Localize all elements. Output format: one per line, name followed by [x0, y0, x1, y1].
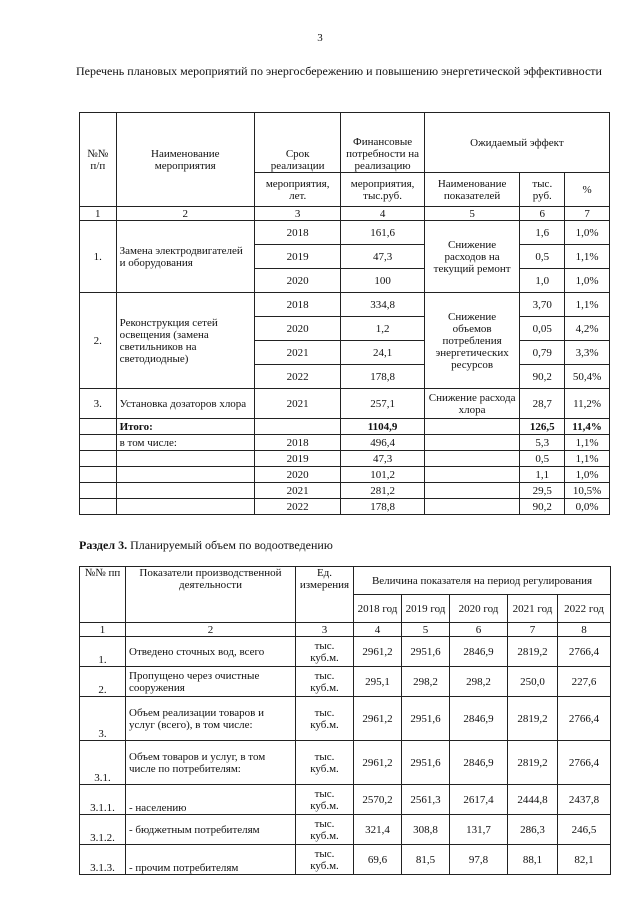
percent-cell: 0,0%: [565, 499, 610, 515]
row-value: 131,7: [450, 815, 508, 845]
finance-cell: 281,2: [341, 483, 424, 499]
row-value: 2846,9: [450, 741, 508, 785]
col-number: 5: [424, 207, 520, 221]
year-cell: 2020: [254, 317, 340, 341]
row-value: 295,1: [354, 667, 402, 697]
row-unit: тыс. куб.м.: [296, 667, 354, 697]
row-num: 2.: [80, 667, 126, 697]
thousand-cell: 5,3: [520, 435, 565, 451]
row-name: Объем реализации товаров и услуг (всего), в том числе:: [126, 697, 296, 741]
thousand-cell: 90,2: [520, 499, 565, 515]
percent-cell: 1,0%: [565, 269, 610, 293]
row-name: - населению: [126, 785, 296, 815]
row-value: 82,1: [558, 845, 611, 875]
percent-cell: 3,3%: [565, 341, 610, 365]
section3-text: Планируемый объем по водоотведению: [130, 538, 333, 552]
year-cell: 2018: [254, 293, 340, 317]
header-period: Величина показателя на период регулирования: [354, 567, 611, 595]
row-num: 3.1.3.: [80, 845, 126, 875]
col-number: 7: [565, 207, 610, 221]
row-value: 2437,8: [558, 785, 611, 815]
row-value: 298,2: [402, 667, 450, 697]
header-num: №№ п/п: [80, 113, 117, 207]
percent-cell: 1,1%: [565, 293, 610, 317]
header-year: 2019 год: [402, 595, 450, 623]
col-number: 3: [254, 207, 340, 221]
row-value: 227,6: [558, 667, 611, 697]
year-cell: 2019: [254, 451, 340, 467]
percent-cell: 4,2%: [565, 317, 610, 341]
thousand-cell: 1,6: [520, 221, 565, 245]
thousand-cell: 0,5: [520, 245, 565, 269]
year-cell: 2018: [254, 435, 340, 451]
row-value: 298,2: [450, 667, 508, 697]
energy-measures-table: [79, 112, 610, 515]
group-num: 2.: [80, 293, 117, 389]
row-num: 3.: [80, 697, 126, 741]
col-number: 3: [296, 623, 354, 637]
year-cell: 2019: [254, 245, 340, 269]
group-indicator: Снижение объемов потребления энергетических ресурсов: [424, 293, 520, 389]
row-value: 2561,3: [402, 785, 450, 815]
finance-cell: 178,8: [341, 365, 424, 389]
row-unit: тыс. куб.м.: [296, 845, 354, 875]
thousand-cell: 28,7: [520, 389, 565, 419]
row-name: Объем товаров и услуг, в том числе по потребителям:: [126, 741, 296, 785]
thousand-cell: 1,0: [520, 269, 565, 293]
finance-cell: 161,6: [341, 221, 424, 245]
row-name: Отведено сточных вод, всего: [126, 637, 296, 667]
row-num: 3.1.: [80, 741, 126, 785]
group-num: 3.: [80, 389, 117, 419]
row-value: 2951,6: [402, 637, 450, 667]
col-number: 1: [80, 623, 126, 637]
percent-cell: 1,0%: [565, 467, 610, 483]
row-value: 321,4: [354, 815, 402, 845]
total-percent: 11,4%: [565, 419, 610, 435]
year-cell: 2020: [254, 467, 340, 483]
row-value: 2951,6: [402, 697, 450, 741]
header-term-bottom: мероприятия, лет.: [254, 173, 340, 207]
percent-cell: 1,1%: [565, 245, 610, 269]
wastewater-table: [79, 566, 611, 875]
row-num: 1.: [80, 637, 126, 667]
finance-cell: 101,2: [341, 467, 424, 483]
header-year: 2018 год: [354, 595, 402, 623]
header-year: 2022 год: [558, 595, 611, 623]
header-thousand: тыс. руб.: [520, 173, 565, 207]
finance-cell: 334,8: [341, 293, 424, 317]
row-value: 2766,4: [558, 637, 611, 667]
row-unit: тыс. куб.м.: [296, 637, 354, 667]
total-thousand: 126,5: [520, 419, 565, 435]
percent-cell: 50,4%: [565, 365, 610, 389]
percent-cell: 1,0%: [565, 221, 610, 245]
row-name: - прочим потребителям: [126, 845, 296, 875]
year-cell: 2022: [254, 499, 340, 515]
year-cell: 2020: [254, 269, 340, 293]
row-value: 2961,2: [354, 637, 402, 667]
row-value: 81,5: [402, 845, 450, 875]
row-value: 2961,2: [354, 741, 402, 785]
year-cell: 2022: [254, 365, 340, 389]
year-cell: 2021: [254, 389, 340, 419]
header-term-top: Срок реализации: [254, 113, 340, 173]
table1-title: Перечень плановых мероприятий по энергосбережению и повышению энергетической эффективности: [76, 64, 602, 78]
row-value: 2819,2: [508, 637, 558, 667]
row-value: 2961,2: [354, 697, 402, 741]
group-name: Реконструкция сетей освещения (замена светильников на светодиодные): [116, 293, 254, 389]
col-number: 5: [402, 623, 450, 637]
row-value: 69,6: [354, 845, 402, 875]
group-indicator: Снижение расходов на текущий ремонт: [424, 221, 520, 293]
col-number: 4: [341, 207, 424, 221]
percent-cell: 1,1%: [565, 451, 610, 467]
row-value: 97,8: [450, 845, 508, 875]
header-name: Наименование мероприятия: [116, 113, 254, 207]
group-name: Установка дозаторов хлора: [116, 389, 254, 419]
col-number: 6: [520, 207, 565, 221]
header-indicator: Наименование показателей: [424, 173, 520, 207]
row-value: 2444,8: [508, 785, 558, 815]
year-cell: 2021: [254, 483, 340, 499]
header-unit: Ед. измерения: [296, 567, 354, 623]
thousand-cell: 1,1: [520, 467, 565, 483]
row-value: 2819,2: [508, 697, 558, 741]
col-number: 2: [116, 207, 254, 221]
finance-cell: 496,4: [341, 435, 424, 451]
finance-cell: 1,2: [341, 317, 424, 341]
group-num: 1.: [80, 221, 117, 293]
section3-heading: [79, 538, 333, 553]
row-value: 2570,2: [354, 785, 402, 815]
thousand-cell: 90,2: [520, 365, 565, 389]
header-finance-bottom: мероприятия, тыс.руб.: [341, 173, 424, 207]
row-name: Пропущено через очистные сооружения: [126, 667, 296, 697]
total-finance: 1104,9: [341, 419, 424, 435]
finance-cell: 47,3: [341, 451, 424, 467]
row-value: 2766,4: [558, 697, 611, 741]
finance-cell: 47,3: [341, 245, 424, 269]
percent-cell: 1,1%: [565, 435, 610, 451]
header-finance-top: Финансовые потребности на реализацию: [341, 113, 424, 173]
row-unit: тыс. куб.м.: [296, 785, 354, 815]
row-unit: тыс. куб.м.: [296, 697, 354, 741]
header-indicator: Показатели производственной деятельности: [126, 567, 296, 623]
finance-cell: 257,1: [341, 389, 424, 419]
row-unit: тыс. куб.м.: [296, 741, 354, 785]
row-value: 2819,2: [508, 741, 558, 785]
header-year: 2020 год: [450, 595, 508, 623]
including-label: в том числе:: [116, 435, 254, 451]
finance-cell: 24,1: [341, 341, 424, 365]
header-year: 2021 год: [508, 595, 558, 623]
finance-cell: 100: [341, 269, 424, 293]
row-value: 250,0: [508, 667, 558, 697]
row-value: 2846,9: [450, 637, 508, 667]
page-number: 3: [317, 32, 323, 44]
finance-cell: 178,8: [341, 499, 424, 515]
row-value: 2617,4: [450, 785, 508, 815]
header-num: №№ пп: [80, 567, 126, 623]
total-label: Итого:: [116, 419, 254, 435]
row-value: 246,5: [558, 815, 611, 845]
header-percent: %: [565, 173, 610, 207]
group-name: Замена электродвигателей и оборудования: [116, 221, 254, 293]
col-number: 1: [80, 207, 117, 221]
row-value: 2951,6: [402, 741, 450, 785]
row-num: 3.1.1.: [80, 785, 126, 815]
row-num: 3.1.2.: [80, 815, 126, 845]
row-name: - бюджетным потребителям: [126, 815, 296, 845]
col-number: 7: [508, 623, 558, 637]
col-number: 6: [450, 623, 508, 637]
col-number: 2: [126, 623, 296, 637]
group-indicator: Снижение расхода хлора: [424, 389, 520, 419]
section3-label: Раздел 3.: [79, 538, 128, 552]
year-cell: 2021: [254, 341, 340, 365]
row-value: 2846,9: [450, 697, 508, 741]
thousand-cell: 0,79: [520, 341, 565, 365]
row-value: 286,3: [508, 815, 558, 845]
thousand-cell: 3,70: [520, 293, 565, 317]
row-value: 88,1: [508, 845, 558, 875]
year-cell: 2018: [254, 221, 340, 245]
col-number: 4: [354, 623, 402, 637]
percent-cell: 10,5%: [565, 483, 610, 499]
thousand-cell: 0,5: [520, 451, 565, 467]
row-value: 2766,4: [558, 741, 611, 785]
row-value: 308,8: [402, 815, 450, 845]
row-unit: тыс. куб.м.: [296, 815, 354, 845]
header-effect: Ожидаемый эффект: [424, 113, 609, 173]
col-number: 8: [558, 623, 611, 637]
percent-cell: 11,2%: [565, 389, 610, 419]
thousand-cell: 0,05: [520, 317, 565, 341]
thousand-cell: 29,5: [520, 483, 565, 499]
